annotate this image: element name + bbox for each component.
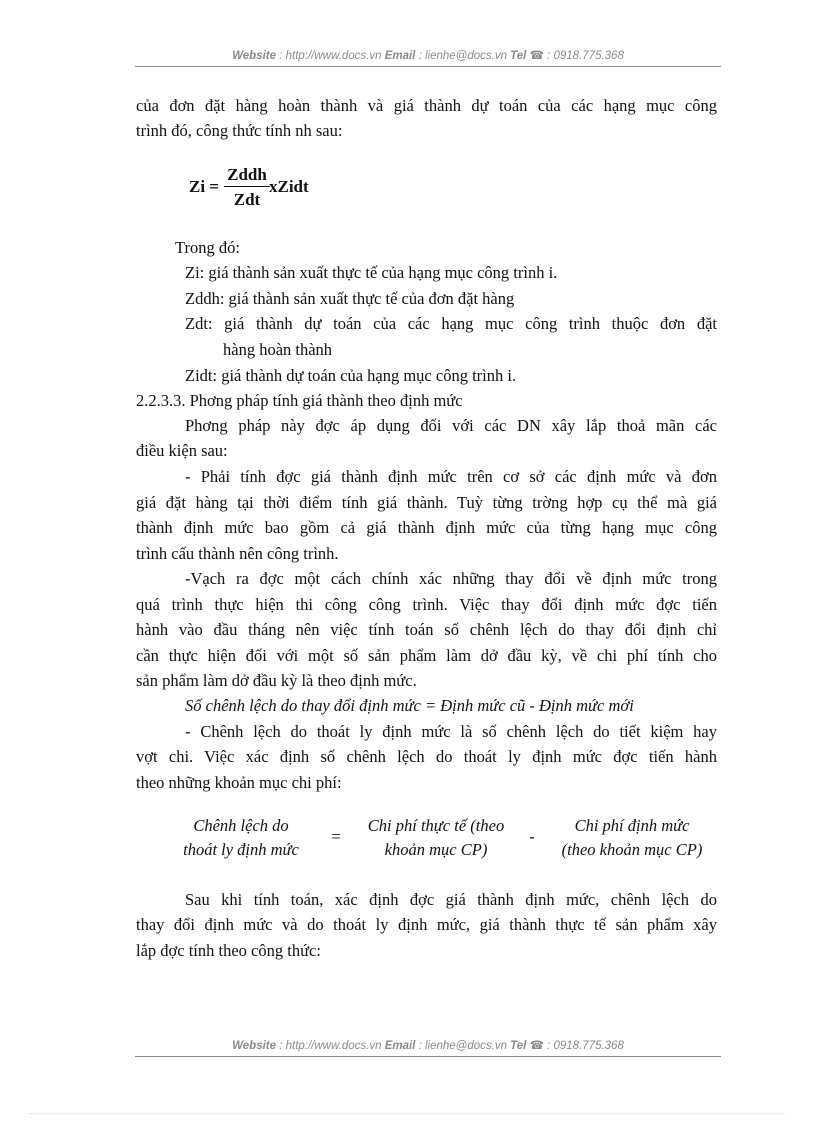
paragraph-line: giá đặt hàng tại thời điểm tính giá thành. Tuỳ từng trờng hợp cụ thể mà giá	[136, 493, 717, 512]
paragraph-line: thay đổi định mức và do thoát ly định mức, giá thành thực tế sản phẩm xây	[136, 915, 717, 934]
tel-label: Tel	[510, 50, 527, 62]
page-edge-dots	[30, 1113, 786, 1114]
paragraph-line: cần thực hiện đối với một số sản phẩm làm dở đầu kỳ, về chi phí tính cho	[136, 646, 717, 665]
formula-mid-bottom: khoản mục CP)	[384, 840, 488, 859]
website-label: Website	[232, 1040, 277, 1052]
website-label: Website	[232, 50, 277, 62]
paragraph-line: - Chênh lệch do thoát ly định mức là số chênh lệch do tiết kiệm hay	[185, 722, 717, 741]
email-value[interactable]: lienhe@docs.vn	[424, 1040, 507, 1052]
formula-right-bottom: (theo khoản mục CP)	[561, 840, 703, 859]
email-value[interactable]: lienhe@docs.vn	[424, 50, 507, 62]
paragraph-line: trình cấu thành nên công trình.	[136, 544, 339, 563]
website-url[interactable]: http://www.docs.vn	[285, 50, 382, 62]
section-title: 2.2.3.3. Phơng pháp tính giá thành theo định mức	[136, 391, 463, 410]
paragraph-line: thành định mức bao gồm cả giá thành định mức của từng hạng mục công	[136, 518, 717, 537]
footer-divider	[135, 1056, 721, 1057]
formula-lhs: Zi =	[189, 177, 219, 196]
phone-icon: ☎	[529, 50, 544, 62]
email-label: Email	[384, 50, 416, 62]
paragraph-line: trình đó, công thức tính nh sau:	[136, 121, 343, 140]
formula-left-bottom: thoát ly định mức	[183, 840, 299, 859]
header-divider	[135, 66, 721, 67]
definition-zidt: Zidt: giá thành dự toán của hạng mục công trình i.	[185, 366, 517, 385]
paragraph-line: Phơng pháp này đợc áp dụng đối với các DN xây lắp thoả mãn các	[185, 416, 717, 435]
paragraph-line: lắp đợc tính theo công thức:	[136, 941, 321, 960]
formula-minus: -	[529, 827, 535, 846]
paragraph-line: Sau khi tính toán, xác định đợc giá thành định mức, chênh lệch do	[185, 890, 717, 909]
formula-denominator: Zdt	[233, 190, 261, 209]
definition-zi: Zi: giá thành sản xuất thực tế của hạng mục công trình i.	[185, 263, 558, 282]
definition-zddh: Zddh: giá thành sản xuất thực tế của đơn đặt hàng	[185, 289, 515, 308]
email-label: Email	[384, 1040, 416, 1052]
page-footer: Website : http://www.docs.vn Email : lienhe@docs.vn Tel ☎ : 0918.775.368	[232, 1040, 624, 1052]
formula-difference: Số chênh lệch do thay đổi định mức = Định mức cũ - Định mức mới	[185, 696, 634, 715]
page-header: Website : http://www.docs.vn Email : lienhe@docs.vn Tel ☎ : 0918.775.368	[232, 50, 624, 62]
formula-mid-top: Chi phí thực tế (theo	[367, 816, 505, 835]
paragraph-line: của đơn đặt hàng hoàn thành và giá thành dự toán của các hạng mục công	[136, 96, 717, 115]
formula-right-top: Chi phí định mức	[574, 816, 690, 835]
paragraph-line: - Phải tính đợc giá thành định mức trên cơ sở các định mức và đơn	[185, 467, 717, 486]
trong-do-label: Trong đó:	[175, 238, 240, 257]
formula-left-top: Chênh lệch do	[193, 816, 289, 835]
paragraph-line: -Vạch ra đợc một cách chính xác những thay đổi về định mức trong	[185, 569, 717, 588]
tel-value: 0918.775.368	[553, 1040, 624, 1052]
tel-value: 0918.775.368	[553, 50, 624, 62]
paragraph-line: theo những khoản mục chi phí:	[136, 773, 342, 792]
formula-numerator: Zddh	[227, 165, 267, 184]
paragraph-line: điều kiện sau:	[136, 441, 228, 460]
formula-tail: xZidt	[269, 177, 309, 196]
paragraph-line: quá trình thực hiện thi công công trình. Việc thay đổi định mức đợc tiến	[136, 595, 717, 614]
paragraph-line: sản phẩm làm dở đầu kỳ là theo định mức.	[136, 671, 417, 690]
fraction-bar	[224, 186, 270, 187]
website-url[interactable]: http://www.docs.vn	[285, 1040, 382, 1052]
formula-equals: =	[331, 827, 341, 846]
paragraph-line: hành vào đầu tháng nên việc tính toán số chênh lệch do thay đổi định chỉ	[136, 620, 717, 639]
paragraph-line: vợt chi. Việc xác định số chênh lệch do thoát ly định mức đợc tiến hành	[136, 747, 717, 766]
definition-zdt-cont: hàng hoàn thành	[223, 340, 333, 359]
phone-icon: ☎	[529, 1040, 544, 1052]
definition-zdt: Zdt: giá thành dự toán của các hạng mục công trình thuộc đơn đặt	[185, 314, 717, 333]
tel-label: Tel	[510, 1040, 527, 1052]
